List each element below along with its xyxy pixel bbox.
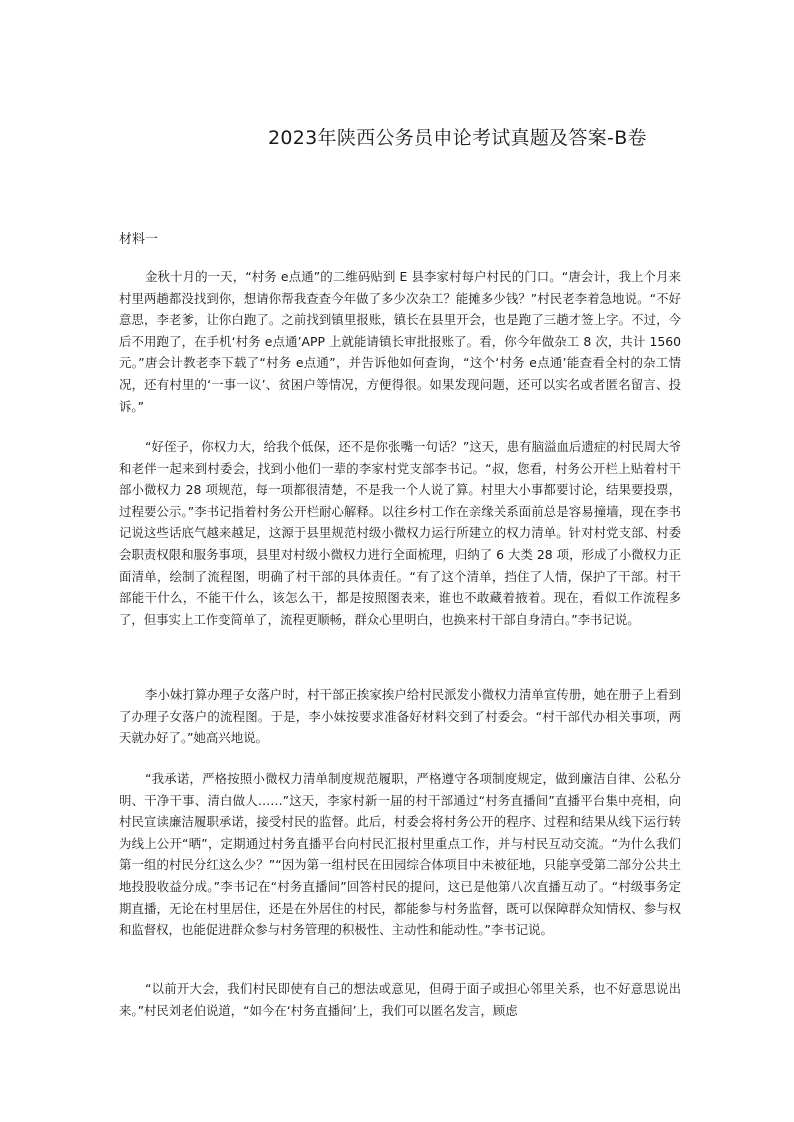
document-title: 2023年陕西公务员申论考试真题及答案-B卷: [268, 127, 647, 149]
paragraph-5: “以前开大会，我们村民即使有自己的想法或意见，但碍于面子或担心邻里关系，也不好意思说出来。”村民刘老伯说道，“如今在‘村务直播间’上，我们可以匿名发言，顾虑: [119, 981, 681, 1018]
paragraph-1: 金秋十月的一天，“村务 e点通”的二维码贴到 E 县李家村每户村民的门口。“唐会计，我上个月来村里两趟都没找到你，想请你帮我查查今年做了多少次杂工？能摊多少钱？”村民老李着急地说。“不好意思，李老爹，让你白跑了。之前找到镇里报账，镇长在县里开会，也是跑了三趟才签上字。不过，今后不用跑了，在手机‘村务 e点通’APP 上就能请镇长审批报账了。看，你今年做杂工 8 次，共计 1560 元。”唐会计教老李下载了“村务 e点通”，并告诉他如何查询，“这个‘村务 e点通’能查看全村的杂工情况，还有村里的‘一事一议’、贫困户等情况，方便得很。如果发现问题，还可以实名或者匿名留言、投诉。”: [119, 269, 681, 414]
section-label: 材料一: [119, 232, 159, 247]
paragraph-4: “我承诺，严格按照小微权力清单制度规范履职，严格遵守各项制度规定，做到廉洁自律、公私分明、干净干事、清白做人……”这天，李家村新一届的村干部通过“村务直播间”直播平台集中亮相，向村民宣读廉洁履职承诺，接受村民的监督。此后，村委会将村务公开的程序、过程和结果从线下运行转为线上公开“晒”，定期通过村务直播平台向村民汇报村里重点工作，并与村民互动交流。“为什么我们第一组的村民分红这么少？”“因为第一组村民在田园综合体项目中未被征地，只能享受第二部分公共土地投股收益分成。”李书记在“村务直播间”回答村民的提问，这已是他第八次直播互动了。“村级事务定期直播，无论在村里居住，还是在外居住的村民，都能参与村务监督，既可以保障群众知情权、参与权和监督权，也能促进群众参与村务管理的积极性、主动性和能动性。”李书记说。: [119, 771, 681, 938]
paragraph-2: “好侄子，你权力大，给我个低保，还不是你张嘴一句话？”这天，患有脑溢血后遗症的村民周大爷和老伴一起来到村委会，找到小他们一辈的李家村党支部李书记。“叔，您看，村务公开栏上贴着村干部小微权力 28 项规范，每一项都很清楚，不是我一个人说了算。村里大小事都要讨论，结果要投票，过程要公示。”李书记指着村务公开栏耐心解释。以往乡村工作在亲缘关系面前总是容易撞墙，现在李书记说这些话底气越来越足，这源于县里规范村级小微权力运行所建立的权力清单。针对村党支部、村委会职责权限和服务事项，县里对村级小微权力进行全面梳理，归纳了 6 大类 28 项，形成了小微权力正面清单，绘制了流程图，明确了村干部的具体责任。“有了这个清单，挡住了人情，保护了干部。村干部能干什么，不能干什么，该怎么干，都是按照图表来，谁也不敢藏着掖着。现在，看似工作流程多了，但事实上工作变简单了，流程更顺畅，群众心里明白，也换来村干部自身清白。”李书记说。: [119, 439, 681, 627]
paragraph-3: 李小妹打算办理子女落户时，村干部正挨家挨户给村民派发小微权力清单宣传册，她在册子上看到了办理子女落户的流程图。于是，李小妹按要求准备好材料交到了村委会。“村干部代办相关事项，两天就办好了。”她高兴地说。: [119, 687, 681, 746]
